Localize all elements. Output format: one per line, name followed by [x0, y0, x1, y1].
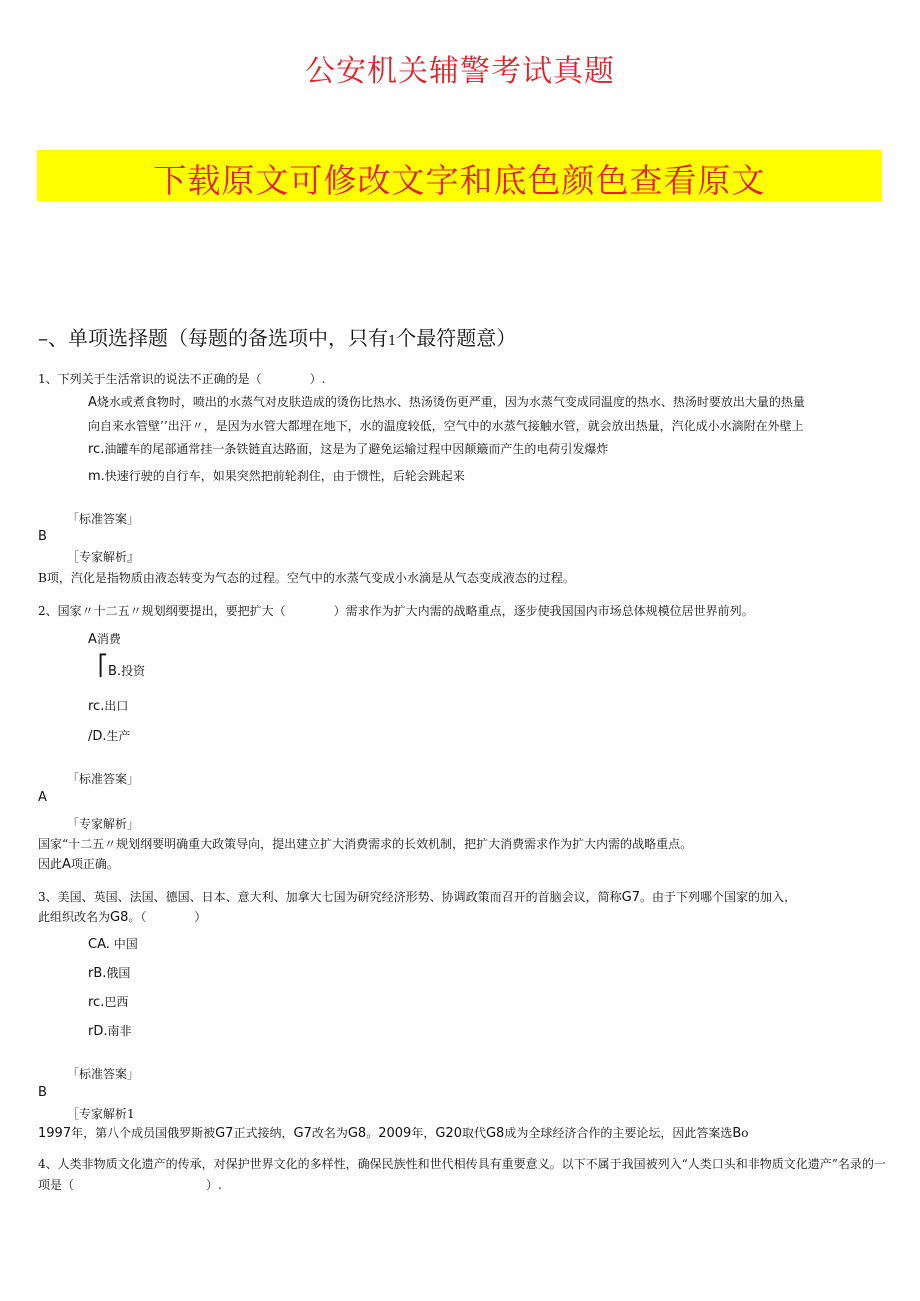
- q1-answer: B: [38, 529, 47, 544]
- q3-analysis-d: 正式接纳，: [233, 1126, 294, 1140]
- q3-stem-line-2: [38, 908, 206, 925]
- q1-option-a: [88, 393, 805, 410]
- q3-stem-2a: 此组织改名为: [38, 910, 111, 924]
- q3-analysis-a: 1997: [38, 1126, 72, 1141]
- q2-answer-label: 「标准答案」: [67, 772, 140, 786]
- section-heading-b: 个最符题意）: [396, 326, 517, 350]
- page-title: 公安机关辅警考试真题: [305, 54, 615, 89]
- q1-answer-label: 「标准答案」: [67, 512, 140, 526]
- section-heading: [38, 322, 516, 351]
- q2-stem: 2、国家〃十二五〃规划纲要提出，要把扩大（ ）需求作为扩大内需的战略重点，逐步使我国国内市场总体规模位居世界前列。: [38, 604, 754, 618]
- q3-option-d-text: 南非: [107, 1024, 132, 1038]
- q1-option-d: [88, 467, 465, 484]
- q2-option-d-mark: /D.: [88, 729, 107, 744]
- q3-stem-2c: 。（ ）: [128, 910, 207, 924]
- q1-analysis: B项，汽化是指物质由液态转变为气态的过程。空气中的水蒸气变成小水滴是从气态变成液态的过程。: [38, 571, 575, 585]
- q1-option-c-text: 油罐车的尾部通常挂一条铁链直达路面，这是为了避免运输过程中因颠簸而产生的电荷引发爆炸: [104, 442, 609, 456]
- q3-stem-1c: 。由于下列哪个国家的加入，: [640, 890, 797, 904]
- q3-analysis: [38, 1124, 749, 1141]
- q3-option-b-mark: rB.: [88, 966, 107, 981]
- q1-option-c: [88, 440, 608, 457]
- q2-option-c-text: 出口: [104, 699, 129, 713]
- q3-option-d-mark: rD.: [88, 1024, 108, 1039]
- q3-analysis-n: 成为全球经济合作的主要论坛，因此答案选: [504, 1126, 733, 1140]
- q2-answer: A: [38, 790, 47, 805]
- q1-option-b: 向自来水管壁’’出汗〃，是因为水管大都埋在地下，水的温度较低，空气中的水蒸气接触水管，就会放出热量，汽化成小水滴附在外壁上: [88, 419, 804, 433]
- q2-option-a-mark: A: [88, 632, 97, 647]
- q2-analysis-2c: 项正确。: [70, 857, 119, 871]
- q2-option-c: [88, 697, 128, 714]
- section-heading-a: –、单项选择题（每题的备选项中，只有: [38, 326, 388, 350]
- q2-option-a: [88, 630, 121, 647]
- q1-option-d-mark: m.: [88, 469, 105, 484]
- q3-analysis-b: 年，第八个成员国俄罗斯被: [71, 1126, 216, 1140]
- q2-option-b-text: 投资: [121, 664, 146, 678]
- q3-answer: B: [38, 1085, 47, 1100]
- q3-analysis-j: 年，: [411, 1126, 436, 1140]
- q3-analysis-i: 2009: [378, 1126, 412, 1141]
- q3-stem-line-1: [38, 888, 796, 905]
- q2-option-b-mark: B.: [108, 664, 122, 679]
- q2-option-b: [108, 662, 145, 679]
- q3-analysis-label: ［专家解析1: [67, 1107, 135, 1121]
- q2-analysis-label: 「专家解析」: [67, 817, 140, 831]
- q3-stem-2b: G8: [110, 910, 129, 925]
- q3-option-c-mark: rc.: [88, 995, 105, 1010]
- q3-analysis-l: 取代: [461, 1126, 486, 1140]
- q2-analysis-1: 国家“十二五〃规划纲要明确重大政策导向，提出建立扩大消费需求的长效机制，把扩大消费需求作为扩大内需的战略重点。: [38, 837, 693, 851]
- q4-stem-line-2: 项是（ ）.: [38, 1178, 222, 1192]
- q3-analysis-m: G8: [485, 1126, 505, 1141]
- q2-option-d: [88, 727, 131, 744]
- q3-option-d: [88, 1022, 132, 1039]
- q3-option-c: [88, 993, 128, 1010]
- q3-analysis-e: G7: [293, 1126, 312, 1141]
- q1-stem: 1、下列关于生活常识的说法不正确的是（ ）.: [38, 372, 326, 386]
- q2-option-a-text: 消费: [96, 632, 121, 646]
- q1-analysis-label: ［专家解析』: [67, 550, 140, 564]
- q1-option-d-text: 快速行驶的自行车，如果突然把前轮刹住，由于惯性，后轮会跳起来: [104, 469, 465, 483]
- q3-stem-1a: 3、美国、英国、法国、德国、日本、意大利、加拿大七国为研究经济形势、协调政策而召开的首脑会议，简称: [38, 890, 622, 904]
- q3-analysis-h: 。: [366, 1126, 379, 1140]
- q3-option-b: [88, 964, 130, 981]
- banner-text: 下载原文可修改文字和底色颜色查看原文: [153, 161, 766, 200]
- q2-option-c-mark: rc.: [88, 699, 105, 714]
- q3-analysis-f: 改名为: [311, 1126, 348, 1140]
- q3-analysis-o: B: [732, 1126, 742, 1141]
- q4-stem-line-1: 4、人类非物质文化遗产的传承，对保护世界文化的多样性，确保民族性和世代相传具有重要意义。以下不属于我国被列入“人类口头和非物质文化遗产”名录的一: [38, 1157, 886, 1171]
- q1-option-a-text: 烧水或煮食物时，喷出的水蒸气对皮肤造成的烫伤比热水、热汤烫伤更严重，因为水蒸气变成同温度的热水、热汤时要放出大量的热量: [96, 395, 805, 409]
- q3-option-a-text: 中国: [109, 937, 138, 951]
- q3-answer-label: 「标准答案」: [67, 1067, 140, 1081]
- q3-option-c-text: 巴西: [104, 995, 129, 1009]
- q1-option-c-mark: rc.: [88, 442, 105, 457]
- q3-option-a-mark: CA.: [88, 937, 110, 952]
- q3-analysis-c: G7: [215, 1126, 234, 1141]
- q2-analysis-2: [38, 855, 119, 872]
- q1-option-a-mark: A: [88, 395, 97, 410]
- section-heading-num: 1: [388, 334, 397, 349]
- q2-analysis-2a: 因此: [38, 857, 63, 871]
- q3-stem-1b: G7: [621, 890, 640, 905]
- banner: [37, 150, 882, 201]
- q2-option-b-bracket: ⎡: [98, 653, 108, 677]
- q2-analysis-2b: A: [62, 857, 71, 872]
- q3-option-b-text: 俄国: [106, 966, 131, 980]
- q3-analysis-g: G8: [347, 1126, 367, 1141]
- q3-analysis-p: o: [741, 1126, 749, 1140]
- q3-analysis-k: G20: [435, 1126, 462, 1141]
- q2-option-d-text: 生产: [106, 729, 131, 743]
- q3-option-a: [88, 935, 138, 952]
